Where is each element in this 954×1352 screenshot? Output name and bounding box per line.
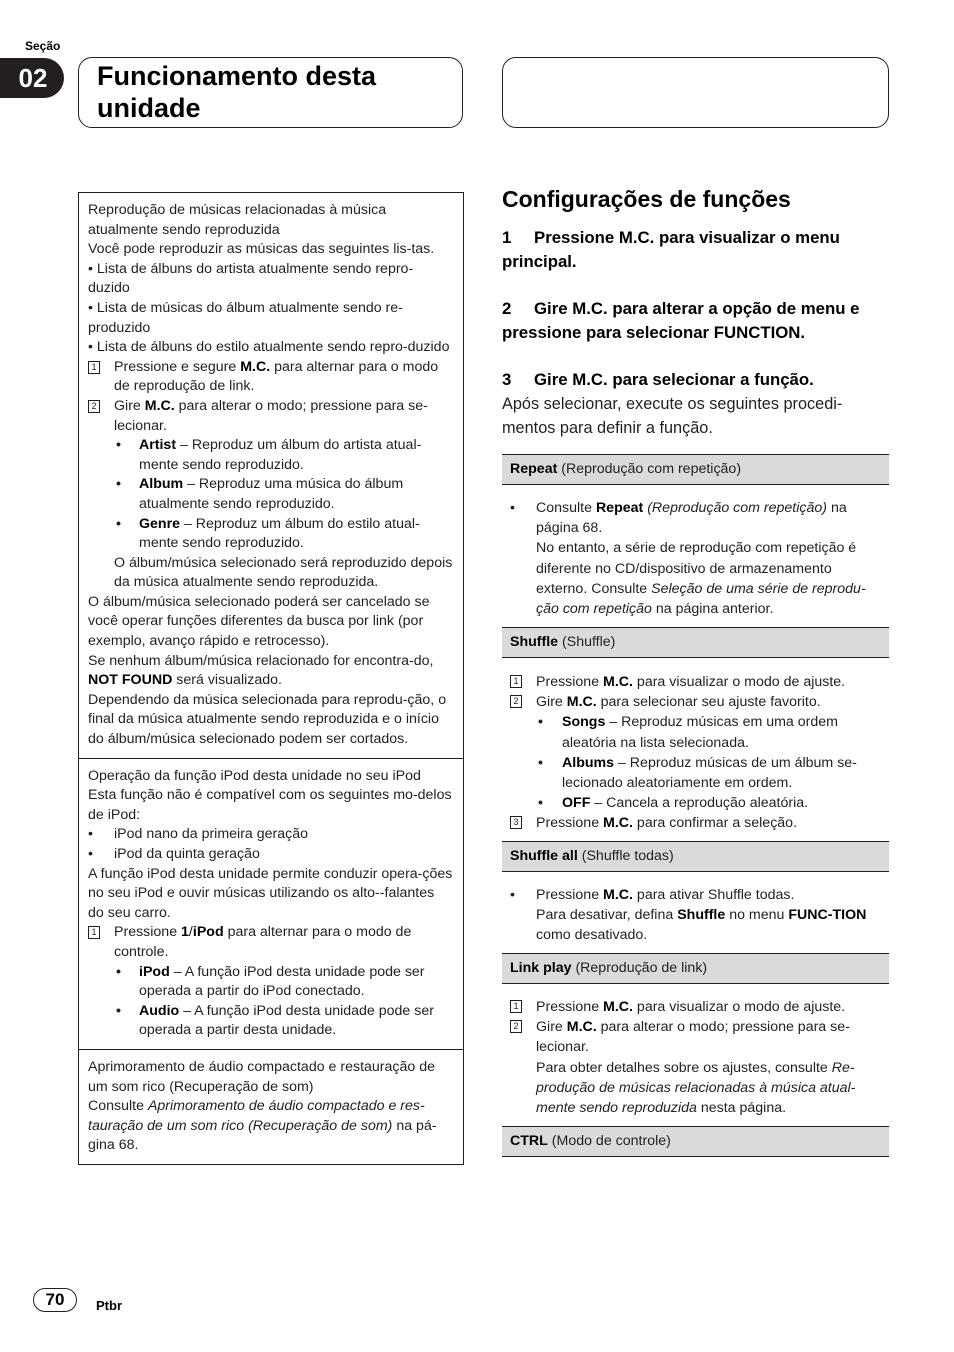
page-title-line2: unidade bbox=[97, 93, 201, 123]
text: Se nenhum álbum/música relacionado for encontra-do, bbox=[88, 652, 434, 669]
not-found-text bbox=[88, 652, 453, 691]
section-number-badge: 02 bbox=[0, 58, 64, 98]
link-play-bar bbox=[502, 953, 889, 984]
repeat-body bbox=[510, 498, 885, 619]
step-text: Pressione bbox=[114, 924, 182, 941]
step-2 bbox=[510, 1017, 885, 1057]
text: para visualizar o modo de ajuste. bbox=[632, 674, 846, 690]
step-2 bbox=[88, 397, 453, 436]
link-play-body bbox=[510, 997, 885, 1118]
bar-subtitle: (Shuffle) bbox=[558, 634, 616, 650]
option-desc: – Reproduz um álbum do artista atual-mente sendo reproduzido. bbox=[139, 437, 422, 473]
step-1 bbox=[510, 672, 885, 692]
button-name: M.C. bbox=[603, 674, 633, 690]
function-name: Shuffle bbox=[677, 907, 726, 924]
shuffle-all-bullet bbox=[510, 885, 885, 905]
model-item: • iPod da quinta geração bbox=[88, 845, 453, 865]
instruction-step-2 bbox=[502, 297, 892, 344]
ctrl-bar bbox=[502, 1126, 889, 1157]
option-name: Audio bbox=[139, 1002, 180, 1019]
step-1 bbox=[88, 358, 453, 397]
link-play-info-box bbox=[79, 193, 463, 758]
step-text: / bbox=[188, 924, 193, 941]
bar-subtitle: (Reprodução com repetição) bbox=[557, 461, 742, 477]
model-item: • iPod nano da primeira geração bbox=[88, 825, 453, 845]
step-text: Gire M.C. para alterar a opção de menu e pressione para selecionar FUNCTION. bbox=[502, 299, 860, 342]
option-ipod bbox=[88, 963, 453, 1002]
button-name: M.C. bbox=[603, 999, 633, 1015]
option-songs bbox=[510, 712, 885, 752]
option-desc: – Cancela a reprodução aleatória. bbox=[590, 795, 809, 812]
instruction-step-3 bbox=[502, 368, 892, 392]
option-audio bbox=[88, 1002, 453, 1041]
option-name: Artist bbox=[139, 437, 177, 454]
repeat-bullet bbox=[510, 498, 885, 538]
box-title: Aprimoramento de áudio compactado e restauração de um som rico (Recuperação de som) bbox=[88, 1058, 436, 1095]
function-name: Repeat bbox=[595, 500, 644, 516]
text: Gire bbox=[536, 1019, 567, 1036]
ipod-info-box bbox=[79, 758, 463, 1049]
step-number-1: 1 bbox=[88, 926, 100, 939]
step-text: Pressione e segure bbox=[114, 358, 241, 375]
step-number-2: 2 bbox=[510, 695, 522, 708]
text: para selecionar seu ajuste favorito. bbox=[596, 694, 821, 711]
box-title-line1: Reprodução de músicas relacionadas à música bbox=[88, 202, 387, 218]
option-desc: – A função iPod desta unidade pode ser operada a partir do iPod conectado. bbox=[139, 963, 425, 1000]
text: Para desativar, defina bbox=[536, 907, 678, 924]
option-albums bbox=[510, 753, 885, 793]
note-text: O álbum/música selecionado será reproduzido depois da música atualmente sendo reproduzida. bbox=[114, 554, 453, 591]
instruction-step-1 bbox=[502, 226, 892, 273]
option-name: Album bbox=[139, 476, 184, 493]
intro-text: Você pode reproduzir as músicas das seguintes lis-tas. bbox=[88, 241, 435, 258]
option-artist bbox=[88, 436, 453, 475]
bar-title: Shuffle all bbox=[510, 848, 578, 864]
bar-title: Repeat bbox=[510, 461, 558, 477]
sound-retriever-info-box bbox=[79, 1049, 463, 1164]
shuffle-all-bar bbox=[502, 841, 889, 872]
text: na pá-gina 68. bbox=[88, 1117, 437, 1154]
option-name: OFF bbox=[562, 795, 591, 812]
page-number: 70 bbox=[33, 1288, 77, 1312]
step-text: para alterar o modo; pressione para se-lecionar. bbox=[114, 397, 428, 434]
page-title bbox=[97, 60, 376, 124]
option-name: iPod bbox=[139, 963, 170, 980]
list-item: • Lista de álbuns do artista atualmente sendo repro-duzido bbox=[88, 260, 414, 297]
bar-subtitle: (Shuffle todas) bbox=[577, 848, 674, 864]
text: no menu bbox=[725, 907, 789, 924]
reference-link: Seleção de uma série de reprodu-ção com repetição bbox=[536, 580, 866, 618]
step-number-2: 2 bbox=[88, 400, 100, 413]
step-number-1: 1 bbox=[510, 675, 522, 688]
step-text: Pressione M.C. para visualizar o menu principal. bbox=[502, 228, 840, 271]
cancel-text: O álbum/música selecionado poderá ser cancelado se você operar funções diferentes da busca por link (por exemplo, avanço rápido e retrocesso). bbox=[88, 593, 430, 650]
option-desc: – Reproduz músicas de um álbum se-lecionado aleatoriamente em ordem. bbox=[562, 754, 857, 792]
option-desc: – A função iPod desta unidade pode ser operada a partir desta unidade. bbox=[139, 1002, 434, 1039]
box-title: Operação da função iPod desta unidade no seu iPod bbox=[88, 767, 421, 784]
after-step-text: Após selecionar, execute os seguintes procedi-mentos para definir a função. bbox=[502, 395, 843, 437]
option-album bbox=[88, 475, 453, 514]
bar-subtitle: (Reprodução de link) bbox=[571, 960, 708, 976]
text: para alterar o modo; pressione para se-lecionar. bbox=[536, 1019, 850, 1056]
option-off bbox=[510, 793, 885, 813]
text: como desativado. bbox=[536, 927, 648, 944]
text: No entanto, a série de reprodução com repetição é diferente no CD/dispositivo de armazenamento externo. Consulte bbox=[536, 540, 857, 597]
step-1 bbox=[510, 997, 885, 1017]
button-name: M.C. bbox=[603, 887, 633, 903]
step-text: Gire M.C. para selecionar a função. bbox=[534, 370, 814, 389]
title-box bbox=[78, 57, 463, 128]
step-3 bbox=[510, 813, 885, 833]
bar-title: Link play bbox=[510, 960, 572, 976]
text: Pressione bbox=[536, 999, 604, 1015]
text: para ativar Shuffle todas. bbox=[632, 887, 795, 903]
desc-text: A função iPod desta unidade permite conduzir opera-ções no seu iPod e ouvir músicas utilizando os alto--falantes do seu carro. bbox=[88, 865, 453, 921]
step-number: 3 bbox=[502, 370, 512, 389]
button-name: M.C. bbox=[566, 694, 597, 711]
shuffle-bar bbox=[502, 627, 889, 658]
option-name: Albums bbox=[562, 754, 615, 771]
step-text: Gire bbox=[114, 397, 145, 414]
button-name: iPod bbox=[192, 924, 224, 941]
left-info-column bbox=[78, 192, 464, 1165]
language-code: Ptbr bbox=[96, 1298, 122, 1313]
not-found-label: NOT FOUND bbox=[88, 672, 173, 689]
button-name: M.C. bbox=[144, 397, 175, 414]
list-item: • Lista de músicas do álbum atualmente sendo re-produzido bbox=[88, 299, 403, 336]
text: nesta página. bbox=[696, 1100, 787, 1117]
box-title-line2: atualmente sendo reproduzida bbox=[88, 221, 280, 238]
text: Para obter detalhes sobre os ajustes, consulte bbox=[536, 1059, 832, 1076]
step-number: 1 bbox=[502, 228, 512, 247]
text: Consulte bbox=[536, 500, 596, 516]
option-desc: – Reproduz músicas em uma ordem aleatória na lista selecionada. bbox=[562, 714, 838, 751]
text: na página 68. bbox=[536, 500, 847, 537]
bar-title: CTRL bbox=[510, 1133, 548, 1149]
list-item: • Lista de álbuns do estilo atualmente sendo repro-duzido bbox=[88, 339, 450, 356]
step-text: para alternar para o modo de reprodução de link. bbox=[114, 358, 439, 395]
text: Consulte bbox=[88, 1098, 148, 1115]
step-number-2: 2 bbox=[510, 1020, 522, 1033]
repeat-note bbox=[510, 538, 885, 619]
button-name: M.C. bbox=[603, 815, 633, 832]
option-desc: – Reproduz uma música do álbum atualmente sendo reproduzido. bbox=[139, 476, 404, 512]
reference-text bbox=[88, 1097, 453, 1156]
step-number-3: 3 bbox=[510, 816, 522, 829]
option-name: Genre bbox=[139, 515, 181, 532]
compat-text: Esta função não é compatível com os seguintes mo-delos de iPod: bbox=[88, 787, 452, 823]
bar-subtitle: (Modo de controle) bbox=[547, 1133, 671, 1149]
button-name: 1 bbox=[181, 924, 189, 941]
repeat-bar bbox=[502, 454, 889, 485]
text: na página anterior. bbox=[651, 601, 774, 618]
option-genre bbox=[88, 515, 453, 554]
header-right-box bbox=[502, 57, 889, 128]
shuffle-body bbox=[510, 672, 885, 834]
menu-name: FUNC-TION bbox=[788, 907, 867, 924]
bar-title: Shuffle bbox=[510, 634, 559, 650]
link-play-note bbox=[510, 1058, 885, 1119]
option-name: Songs bbox=[562, 714, 606, 731]
text: Gire bbox=[536, 694, 567, 711]
text: para confirmar a seleção. bbox=[632, 815, 798, 832]
page-title-line1: Funcionamento desta bbox=[97, 61, 377, 91]
reference-link: Aprimoramento de áudio compactado e res-tauração de um som rico (Recuperação de som) bbox=[88, 1098, 425, 1134]
shuffle-all-body bbox=[510, 885, 885, 946]
text: Pressione bbox=[536, 674, 604, 690]
section-heading: Configurações de funções bbox=[502, 186, 791, 212]
step-1 bbox=[88, 923, 453, 962]
step-2 bbox=[510, 692, 885, 712]
text: Pressione bbox=[536, 815, 604, 832]
shuffle-all-note bbox=[510, 905, 885, 945]
button-name: M.C. bbox=[240, 358, 271, 375]
cut-text: Dependendo da música selecionada para reprodu-ção, o final da música atualmente sendo reproduzida e o início do álbum/música selecionado podem ser cortados. bbox=[88, 691, 447, 748]
section-label: Seção bbox=[25, 39, 61, 53]
step-number-1: 1 bbox=[88, 361, 100, 374]
step-text: para alternar para o modo de controle. bbox=[114, 924, 412, 960]
text: será visualizado. bbox=[172, 672, 282, 689]
text: para visualizar o modo de ajuste. bbox=[632, 999, 846, 1015]
button-name: M.C. bbox=[566, 1019, 597, 1036]
reference-link: Re-produção de músicas relacionadas à música atual-mente sendo reproduzida bbox=[536, 1059, 856, 1117]
text: Pressione bbox=[536, 887, 604, 903]
step-number-1: 1 bbox=[510, 1000, 522, 1013]
reference-link: (Reprodução com repetição) bbox=[647, 500, 827, 516]
option-desc: – Reproduz um álbum do estilo atual-mente sendo reproduzido. bbox=[139, 515, 420, 552]
step-number: 2 bbox=[502, 299, 512, 318]
